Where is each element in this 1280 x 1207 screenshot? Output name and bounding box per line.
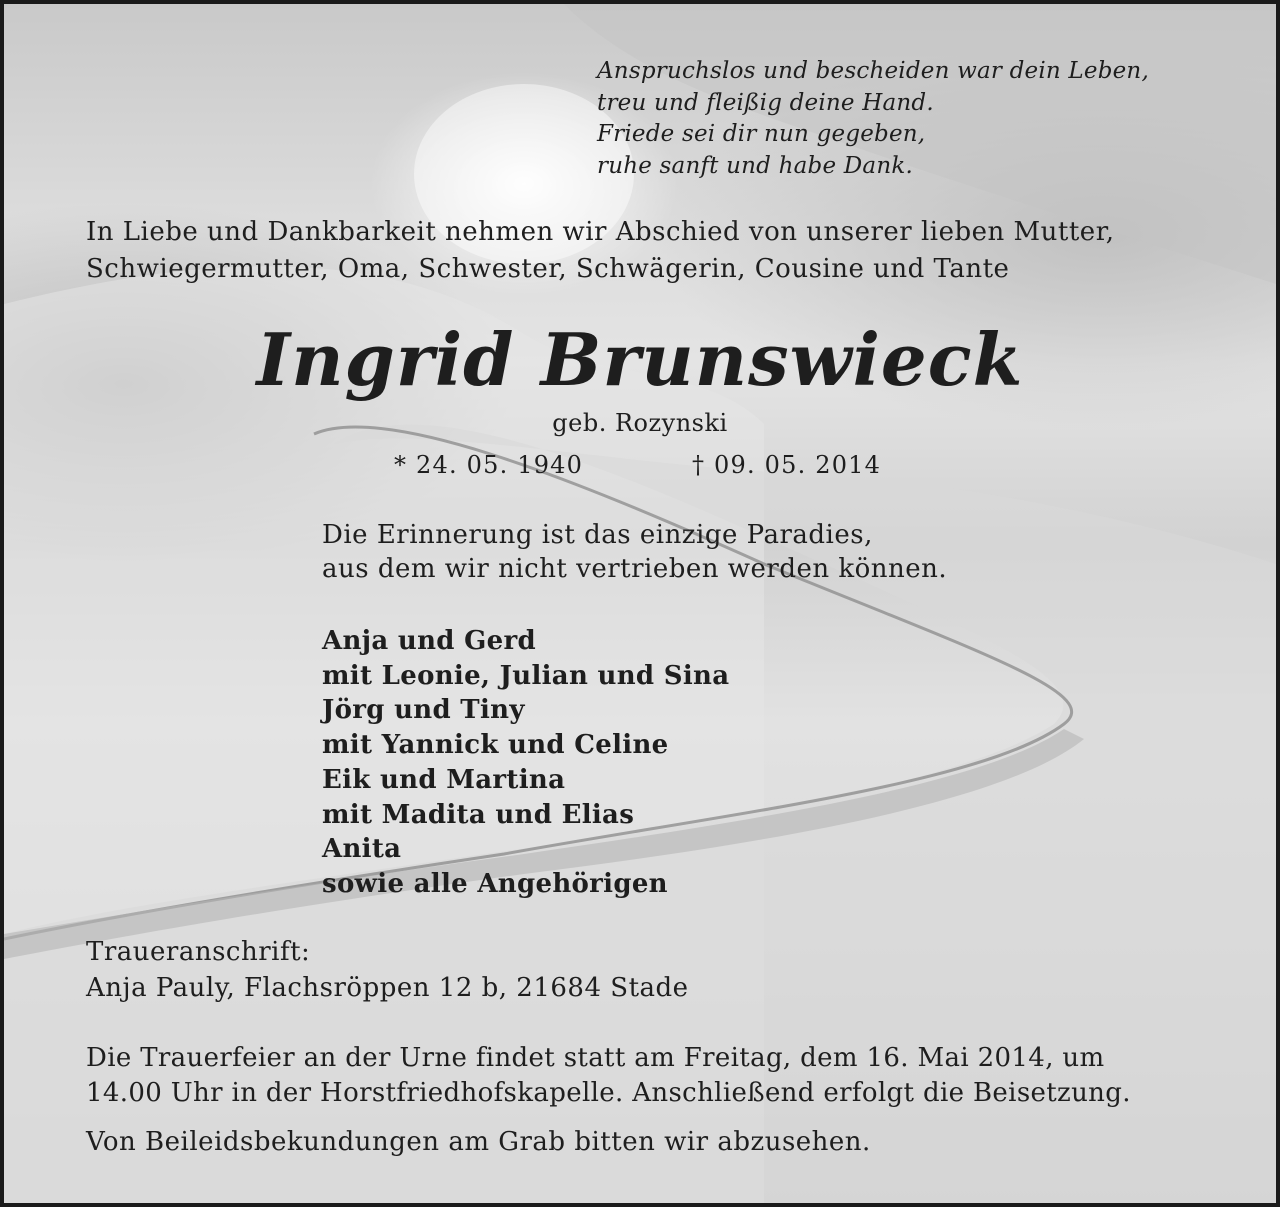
poem-line: treu und fleißig deine Hand. — [597, 89, 934, 116]
birth-date: * 24. 05. 1940 — [394, 451, 584, 479]
mourning-address — [86, 934, 689, 1006]
mourners-list — [322, 624, 729, 902]
death-date: † 09. 05. 2014 — [692, 451, 882, 479]
quote-line: Die Erinnerung ist das einzige Paradies, — [322, 520, 873, 550]
birth-name: geb. Rozynski — [552, 409, 728, 437]
mourner-line: mit Madita und Elias — [322, 799, 635, 830]
snow-landscape-background — [4, 4, 1276, 1203]
address-value: Anja Pauly, Flachsröppen 12 b, 21684 Stade — [86, 973, 689, 1003]
ceremony-line: 14.00 Uhr in der Horstfriedhofskapelle. Anschließend erfolgt die Beisetzung. — [86, 1078, 1131, 1108]
mourner-line: sowie alle Angehörigen — [322, 868, 668, 899]
condolence-note: Von Beileidsbekundungen am Grab bitten wir abzusehen. — [86, 1127, 871, 1157]
deceased-name: Ingrid Brunswieck — [256, 317, 1024, 402]
poem-line: ruhe sanft und habe Dank. — [597, 152, 913, 179]
funeral-ceremony-info — [86, 1041, 1131, 1111]
mourner-line: Anja und Gerd — [322, 626, 536, 656]
mourner-line: Eik und Martina — [322, 764, 566, 795]
poem-line: Friede sei dir nun gegeben, — [597, 121, 926, 147]
mourner-line: mit Yannick und Celine — [322, 730, 669, 761]
quote-line: aus dem wir nicht vertrieben werden können. — [322, 554, 948, 584]
intro-line: In Liebe und Dankbarkeit nehmen wir Abschied von unserer lieben Mutter, — [86, 217, 1115, 247]
mourner-line: Anita — [322, 834, 402, 865]
intro-line: Schwiegermutter, Oma, Schwester, Schwägerin, Cousine und Tante — [86, 254, 1010, 284]
memorial-poem — [597, 56, 1149, 182]
mourner-line: Jörg und Tiny — [322, 695, 525, 726]
address-label: Traueranschrift: — [86, 937, 311, 967]
memorial-quote — [322, 518, 947, 586]
farewell-intro — [86, 214, 1115, 288]
poem-line: Anspruchslos und bescheiden war dein Leben, — [597, 58, 1149, 84]
ceremony-line: Die Trauerfeier an der Urne findet statt am Freitag, dem 16. Mai 2014, um — [86, 1043, 1105, 1073]
mourner-line: mit Leonie, Julian und Sina — [322, 660, 730, 691]
